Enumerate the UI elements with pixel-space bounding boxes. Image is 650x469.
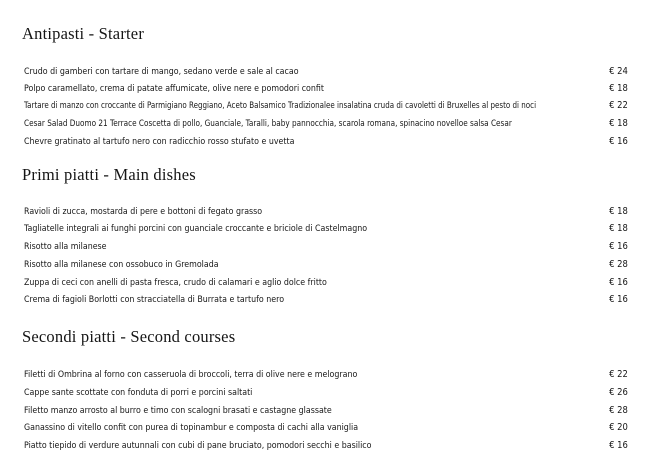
section-title: Primi piatti - Main dishes (22, 165, 196, 184)
item-price: € 16 (609, 136, 628, 147)
item-name: Risotto alla milanese (24, 241, 107, 252)
item-name: Ganassino di vitello confit con purea di topinambur e composta di cachi alla vaniglia (24, 422, 359, 433)
menu-item (0, 136, 650, 152)
menu-item (0, 422, 650, 438)
item-name: Piatto tiepido di verdure autunnali con cubi di pane bruciato, pomodori secchi e basilico (24, 440, 372, 451)
item-name: Ravioli di zucca, mostarda di pere e bottoni di fegato grasso (24, 206, 263, 217)
item-name: Risotto alla milanese con ossobuco in Gremolada (24, 259, 219, 270)
item-price: € 20 (609, 422, 628, 433)
item-price: € 16 (609, 294, 628, 305)
item-name: Zuppa di ceci con anelli di pasta fresca, crudo di calamari e aglio dolce fritto (24, 277, 327, 288)
item-price: € 28 (609, 259, 628, 270)
menu-item (0, 440, 650, 456)
menu-item (0, 66, 650, 82)
menu-item (0, 206, 650, 222)
menu-item (0, 223, 650, 239)
item-price: € 22 (609, 100, 628, 111)
menu-item (0, 118, 650, 134)
item-price: € 22 (609, 369, 628, 380)
item-price: € 24 (609, 66, 628, 77)
item-name: Filetto manzo arrosto al burro e timo con scalogni brasati e castagne glassate (24, 405, 332, 416)
item-price: € 26 (609, 387, 628, 398)
item-name: Cesar Salad Duomo 21 Terrace Coscetta di pollo, Guanciale, Taralli, baby pannocchia, scarola romana, spinacino novelloe salsa Cesar (24, 118, 512, 129)
section-title: Antipasti - Starter (22, 24, 145, 43)
menu-item (0, 405, 650, 421)
item-price: € 18 (609, 223, 628, 234)
item-price: € 18 (609, 118, 628, 129)
item-name: Cappe sante scottate con fonduta di porri e porcini saltati (24, 387, 253, 398)
item-name: Crudo di gamberi con tartare di mango, sedano verde e sale al cacao (24, 66, 299, 77)
menu-item (0, 241, 650, 257)
item-name: Tagliatelle integrali ai funghi porcini con guanciale croccante e briciole di Castelmagno (24, 223, 368, 234)
section-title: Secondi piatti - Second courses (22, 327, 236, 346)
item-price: € 18 (609, 83, 628, 94)
item-name: Crema di fagioli Borlotti con stracciatella di Burrata e tartufo nero (24, 294, 285, 305)
menu-item (0, 369, 650, 385)
item-name: Filetti di Ombrina al forno con casseruola di broccoli, terra di olive nere e melograno (24, 369, 358, 380)
menu-item (0, 277, 650, 293)
item-name: Tartare di manzo con croccante di Parmigiano Reggiano, Aceto Balsamico Tradizionalee insalatina cruda di cavoletti di Bruxelles al pesto di noci (24, 100, 537, 111)
item-price: € 16 (609, 277, 628, 288)
item-price: € 28 (609, 405, 628, 416)
menu-item (0, 294, 650, 310)
menu-item (0, 387, 650, 403)
item-name: Chevre gratinato al tartufo nero con radicchio rosso stufato e uvetta (24, 136, 295, 147)
item-price: € 16 (609, 440, 628, 451)
menu-item (0, 83, 650, 99)
item-name: Polpo caramellato, crema di patate affumicate, olive nere e pomodori confit (24, 83, 324, 94)
menu-item (0, 100, 650, 116)
item-price: € 16 (609, 241, 628, 252)
item-price: € 18 (609, 206, 628, 217)
menu-item (0, 259, 650, 275)
